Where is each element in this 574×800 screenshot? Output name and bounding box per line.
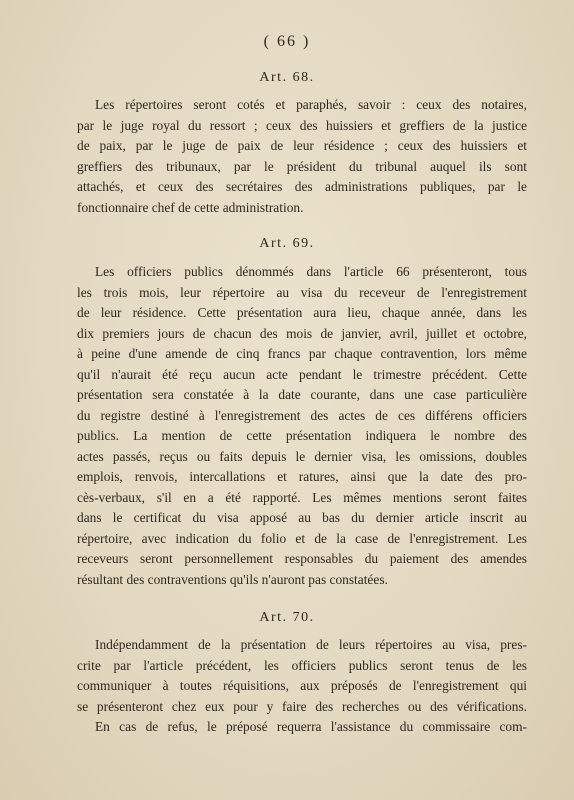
article-68-heading: Art. 68.	[259, 70, 315, 85]
text-line: greffiers des tribunaux, par le président du tribunal auquel ils sont	[77, 158, 527, 174]
text-line: répertoire, avec indication du folio et de la case de l'enregistrement. Les	[77, 530, 527, 546]
article-70-text	[77, 635, 527, 738]
text-line: de leur résidence. Cette présentation aura lieu, chaque année, dans les	[77, 305, 527, 320]
text-line: attachés, et ceux des secrétaires des administrations publiques, par le	[77, 179, 527, 194]
text-line: qu'il n'aurait été reçu aucun acte pendant le trimestre précédent. Cette	[77, 366, 527, 382]
text-line: à peine d'une amende de cinq francs par chaque contravention, lors même	[77, 346, 527, 361]
text-line: fonctionnaire chef de cette administration.	[77, 199, 304, 215]
text-line: communiquer à toutes réquisitions, aux préposés de l'enregistrement qui	[77, 678, 527, 693]
text-line: Les officiers publics dénommés dans l'article 66 présenteront, tous	[95, 264, 527, 279]
text-line: résultant des contraventions qu'ils n'auront pas constatées.	[77, 571, 388, 587]
text-line: emplois, renvois, intercallations et ratures, ainsi que la date des pro-	[77, 469, 527, 484]
text-line: publics. La mention de cette présentation indiquera le nombre des	[77, 428, 527, 443]
text-line: les trois mois, leur répertoire au visa du receveur de l'enregistrement	[77, 284, 527, 300]
text-line: Les répertoires seront cotés et paraphés, savoir : ceux des notaires,	[95, 97, 527, 112]
text-line: receveurs seront personnellement responsables du paiement des amendes	[77, 551, 527, 566]
text-line: de paix, par le juge de paix de leur résidence ; ceux des huissiers et	[77, 138, 527, 153]
text-line: présentation sera constatée à la date courante, dans une case particulière	[77, 387, 527, 402]
article-69-text	[77, 262, 527, 590]
text-line: cès-verbaux, s'il en a été rapporté. Les mêmes mentions seront faites	[77, 489, 527, 505]
article-68-text	[77, 95, 527, 218]
text-line: En cas de refus, le préposé requerra l'assistance du commissaire com-	[95, 719, 527, 734]
text-line: dix premiers jours de chacun des mois de janvier, avril, juillet et octobre,	[77, 325, 527, 341]
text-line: actes passés, reçus ou faits depuis le dernier visa, les omissions, doubles	[77, 448, 527, 464]
article-70-heading: Art. 70.	[259, 610, 315, 625]
article-69-heading: Art. 69.	[259, 236, 315, 251]
text-line: Indépendamment de la présentation de leurs répertoires au visa, pres-	[95, 637, 527, 652]
text-line: crite par l'article précédent, les officiers publics seront tenus de les	[77, 657, 527, 673]
text-line: du registre destiné à l'enregistrement des actes de ces différens officiers	[77, 407, 527, 423]
text-line: se présenteront chez eux pour y faire des recherches ou des vérifications.	[77, 698, 527, 714]
text-line: dans le certificat du visa apposé au bas du dernier article inscrit au	[77, 510, 527, 525]
text-line: par le juge royal du ressort ; ceux des huissiers et greffiers de la justice	[77, 117, 527, 133]
page-number: ( 66 )	[263, 33, 311, 50]
